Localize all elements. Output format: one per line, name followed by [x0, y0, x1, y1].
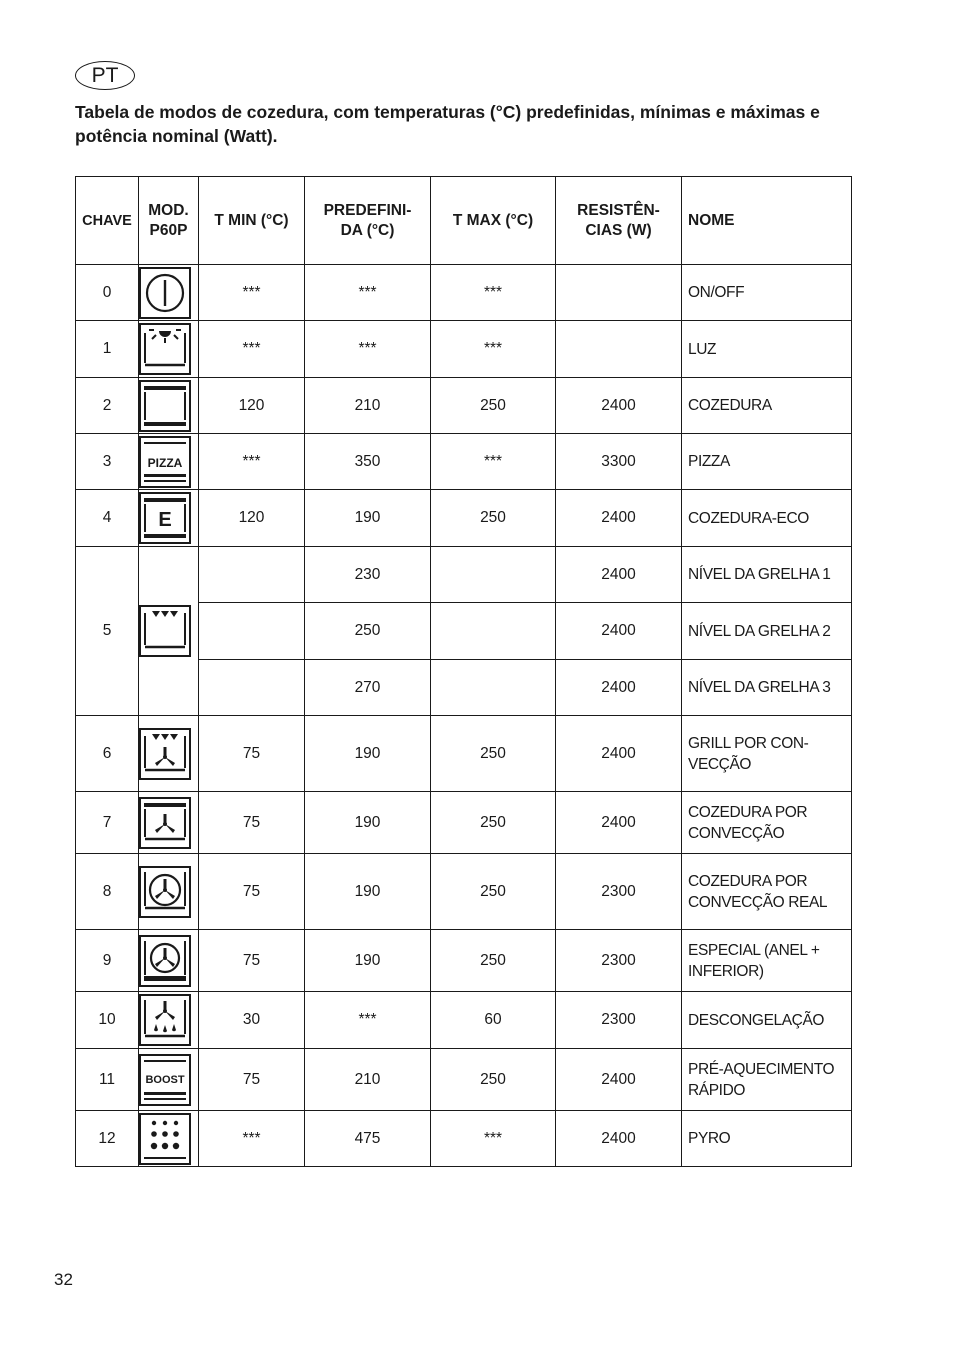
cell-icon — [139, 434, 199, 490]
cell-tmax — [431, 660, 556, 716]
cell-chave: 5 — [76, 547, 139, 716]
table-row — [76, 265, 852, 321]
fan-grill-icon — [139, 728, 198, 780]
cell-nome: NÍVEL DA GRELHA 1 — [682, 547, 852, 603]
cell-icon — [139, 992, 199, 1049]
cell-predefinida: 250 — [305, 603, 431, 660]
cell-chave: 2 — [76, 378, 139, 434]
cell-predefinida: 190 — [305, 792, 431, 854]
cell-predefinida: 190 — [305, 716, 431, 792]
cell-resistencias: 2400 — [556, 547, 682, 603]
pyro-icon — [139, 1113, 198, 1165]
cell-nome: NÍVEL DA GRELHA 2 — [682, 603, 852, 660]
cell-resistencias: 2400 — [556, 378, 682, 434]
cell-resistencias: 2300 — [556, 854, 682, 930]
table-header-row — [76, 177, 852, 265]
cell-icon — [139, 378, 199, 434]
cell-predefinida: *** — [305, 265, 431, 321]
cell-tmax: *** — [431, 321, 556, 378]
cell-tmin — [199, 547, 305, 603]
table-row — [76, 547, 852, 603]
cell-predefinida: 190 — [305, 854, 431, 930]
cell-icon — [139, 854, 199, 930]
cell-tmax: *** — [431, 1111, 556, 1167]
boost-icon — [139, 1054, 198, 1106]
cell-nome: PRÉ-AQUECIMENTO RÁPIDO — [682, 1049, 852, 1111]
cell-resistencias: 2400 — [556, 603, 682, 660]
table-row — [76, 930, 852, 992]
table-row — [76, 321, 852, 378]
cell-tmin: 75 — [199, 854, 305, 930]
cell-tmax: 60 — [431, 992, 556, 1049]
power-icon — [139, 267, 198, 319]
cell-resistencias: 2400 — [556, 490, 682, 547]
page-number: 32 — [54, 1270, 73, 1289]
fan-ring-bottom-icon — [139, 935, 198, 987]
cell-resistencias — [556, 265, 682, 321]
cell-resistencias: 2400 — [556, 1049, 682, 1111]
cell-chave: 0 — [76, 265, 139, 321]
cell-resistencias: 2300 — [556, 930, 682, 992]
cell-tmin: 75 — [199, 930, 305, 992]
cell-icon — [139, 1111, 199, 1167]
cell-icon — [139, 1049, 199, 1111]
table-row — [76, 716, 852, 792]
cell-nome: ON/OFF — [682, 265, 852, 321]
cell-tmin: 75 — [199, 1049, 305, 1111]
cell-nome: PIZZA — [682, 434, 852, 490]
cell-tmax: 250 — [431, 854, 556, 930]
cell-tmin — [199, 660, 305, 716]
cell-tmin: *** — [199, 265, 305, 321]
cell-icon — [139, 490, 199, 547]
table-row — [76, 1049, 852, 1111]
cell-tmin — [199, 603, 305, 660]
table-row — [76, 1111, 852, 1167]
cell-predefinida: *** — [305, 992, 431, 1049]
cell-nome: COZEDURA — [682, 378, 852, 434]
cell-predefinida: 230 — [305, 547, 431, 603]
cell-resistencias: 3300 — [556, 434, 682, 490]
table-row — [76, 792, 852, 854]
cell-predefinida: 475 — [305, 1111, 431, 1167]
cell-tmax: 250 — [431, 716, 556, 792]
cell-nome: DESCONGELAÇÃO — [682, 992, 852, 1049]
table-row — [76, 378, 852, 434]
cell-resistencias: 2400 — [556, 716, 682, 792]
defrost-icon — [139, 994, 198, 1046]
pizza-icon-label: PIZZA — [147, 455, 183, 470]
cell-tmax: 250 — [431, 930, 556, 992]
cell-chave: 4 — [76, 490, 139, 547]
cell-tmax: *** — [431, 265, 556, 321]
cell-predefinida: 190 — [305, 930, 431, 992]
eco-icon — [139, 492, 198, 544]
cell-chave: 8 — [76, 854, 139, 930]
cell-nome: COZEDURA POR CONVECÇÃO REAL — [682, 854, 852, 930]
cell-tmax — [431, 603, 556, 660]
table-row — [76, 490, 852, 547]
cell-chave: 1 — [76, 321, 139, 378]
cell-icon — [139, 930, 199, 992]
cell-chave: 11 — [76, 1049, 139, 1111]
cell-nome: PYRO — [682, 1111, 852, 1167]
cell-tmin: 120 — [199, 490, 305, 547]
cell-nome: COZEDURA POR CONVECÇÃO — [682, 792, 852, 854]
header-chave: CHAVE — [76, 177, 139, 265]
cell-icon — [139, 547, 199, 716]
cell-chave: 12 — [76, 1111, 139, 1167]
cell-resistencias: 2400 — [556, 1111, 682, 1167]
cell-chave: 10 — [76, 992, 139, 1049]
cell-nome: COZEDURA-ECO — [682, 490, 852, 547]
language-badge: PT — [75, 61, 135, 90]
header-mod: MOD. P60P — [139, 177, 199, 265]
cell-resistencias: 2400 — [556, 660, 682, 716]
light-icon — [139, 323, 198, 375]
grill-icon — [139, 605, 198, 657]
pizza-icon — [139, 436, 198, 488]
cell-predefinida: 210 — [305, 1049, 431, 1111]
fan-top-heat-icon — [139, 797, 198, 849]
cell-chave: 6 — [76, 716, 139, 792]
header-predefinida: PREDEFINI- DA (°C) — [305, 177, 431, 265]
eco-icon-label: E — [158, 509, 172, 531]
cell-tmin: 75 — [199, 716, 305, 792]
table-row — [76, 992, 852, 1049]
cell-icon — [139, 265, 199, 321]
top-bottom-heat-icon — [139, 380, 198, 432]
cell-nome: LUZ — [682, 321, 852, 378]
cell-tmax: 250 — [431, 378, 556, 434]
cell-chave: 3 — [76, 434, 139, 490]
true-fan-icon — [139, 866, 198, 918]
cell-nome: GRILL POR CON- VECÇÃO — [682, 716, 852, 792]
cell-tmin: 120 — [199, 378, 305, 434]
cell-predefinida: 190 — [305, 490, 431, 547]
cell-predefinida: 350 — [305, 434, 431, 490]
header-tmin: T MIN (°C) — [199, 177, 305, 265]
cell-tmin: *** — [199, 321, 305, 378]
cell-resistencias: 2400 — [556, 792, 682, 854]
cell-tmax: 250 — [431, 1049, 556, 1111]
table-row — [76, 854, 852, 930]
cooking-modes-table — [75, 176, 852, 1167]
cell-tmin: *** — [199, 1111, 305, 1167]
page-title: Tabela de modos de cozedura, com temperaturas (°C) predefinidas, mínimas e máximas e potência nominal (Watt). — [75, 102, 820, 146]
cell-tmax: 250 — [431, 490, 556, 547]
header-nome: NOME — [682, 177, 852, 265]
cell-tmin: 75 — [199, 792, 305, 854]
table-row — [76, 434, 852, 490]
cell-chave: 7 — [76, 792, 139, 854]
header-resistencias: RESISTÊN- CIAS (W) — [556, 177, 682, 265]
cell-icon — [139, 792, 199, 854]
cell-predefinida: 270 — [305, 660, 431, 716]
cell-predefinida: 210 — [305, 378, 431, 434]
cell-icon — [139, 716, 199, 792]
cell-nome: NÍVEL DA GRELHA 3 — [682, 660, 852, 716]
cell-icon — [139, 321, 199, 378]
cell-nome: ESPECIAL (ANEL + INFERIOR) — [682, 930, 852, 992]
cell-resistencias — [556, 321, 682, 378]
header-tmax: T MAX (°C) — [431, 177, 556, 265]
cell-tmin: *** — [199, 434, 305, 490]
cell-tmin: 30 — [199, 992, 305, 1049]
cell-chave: 9 — [76, 930, 139, 992]
cell-predefinida: *** — [305, 321, 431, 378]
boost-icon-label: BOOST — [145, 1073, 185, 1086]
cell-resistencias: 2300 — [556, 992, 682, 1049]
cell-tmax: 250 — [431, 792, 556, 854]
cell-tmax — [431, 547, 556, 603]
cell-tmax: *** — [431, 434, 556, 490]
